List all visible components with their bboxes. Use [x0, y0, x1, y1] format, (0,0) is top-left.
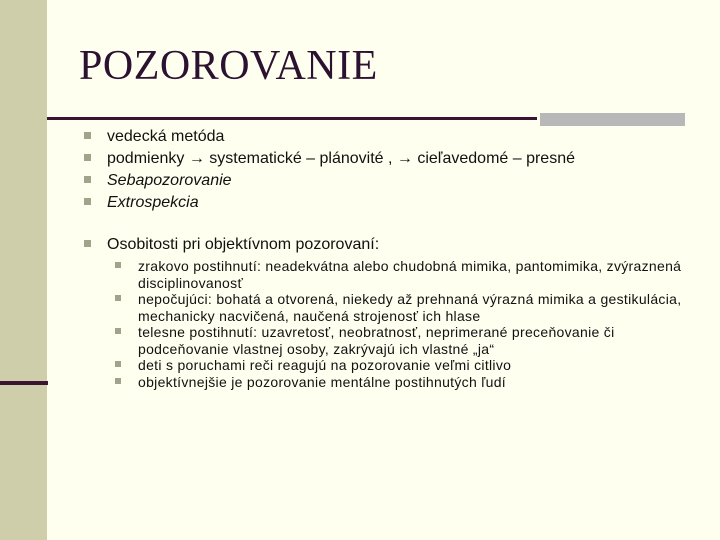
- list-item-text: Extrospekcia: [107, 194, 199, 211]
- section-heading-item: [84, 234, 704, 390]
- sub-bullet-list: [115, 258, 704, 390]
- square-bullet-icon: [115, 328, 121, 334]
- square-bullet-icon: [84, 198, 91, 205]
- square-bullet-icon: [115, 378, 121, 384]
- list-item-text: vedecká metóda: [107, 128, 225, 145]
- square-bullet-icon: [115, 295, 121, 301]
- list-item-text: objektívnejšie je pozorovanie mentálne postihnutých ľudí: [138, 373, 506, 390]
- list-item: [84, 148, 704, 170]
- square-bullet-icon: [84, 132, 91, 139]
- section-list: [84, 234, 704, 390]
- side-band: [0, 0, 47, 540]
- square-bullet-icon: [84, 240, 91, 247]
- title-underline-accent: [540, 113, 685, 126]
- square-bullet-icon: [115, 361, 121, 367]
- list-item: [115, 374, 704, 391]
- list-item: [115, 324, 704, 357]
- list-item-text: Sebapozorovanie: [107, 172, 232, 189]
- section-heading: Osobitosti pri objektívnom pozorovaní:: [107, 236, 380, 253]
- list-item: [115, 357, 704, 374]
- title-underline: [47, 117, 537, 120]
- list-item-text: podmienky → systematické – plánovité , → cieľavedomé – presné: [107, 150, 575, 167]
- square-bullet-icon: [84, 154, 91, 161]
- square-bullet-icon: [115, 262, 121, 268]
- list-item-text: nepočujúci: bohatá a otvorená, niekedy až prehnaná výrazná mimika a gestikulácia, mechanicky nacvičená, naučená strojenosť ich hlase: [138, 291, 682, 324]
- list-item: [84, 170, 704, 192]
- list-item-text: zrakovo postihnutí: neadekvátna alebo chudobná mimika, pantomimika, zvýraznená disciplinovanosť: [138, 258, 682, 291]
- slide-title: POZOROVANIE: [79, 43, 378, 89]
- list-item: [84, 126, 704, 148]
- list-item: [115, 291, 704, 324]
- list-item-text: deti s poruchami reči reagujú na pozorovanie veľmi citlivo: [138, 357, 512, 373]
- list-item: [84, 192, 704, 214]
- list-item-text: telesne postihnutí: uzavretosť, neobratnosť, neprimerané preceňovanie či podceňovanie vlastnej osoby, zakrývajú ich vlastné „ja“: [138, 324, 615, 357]
- list-item: [115, 258, 704, 291]
- side-accent-line: [0, 381, 48, 385]
- top-bullet-list: [84, 126, 704, 214]
- square-bullet-icon: [84, 176, 91, 183]
